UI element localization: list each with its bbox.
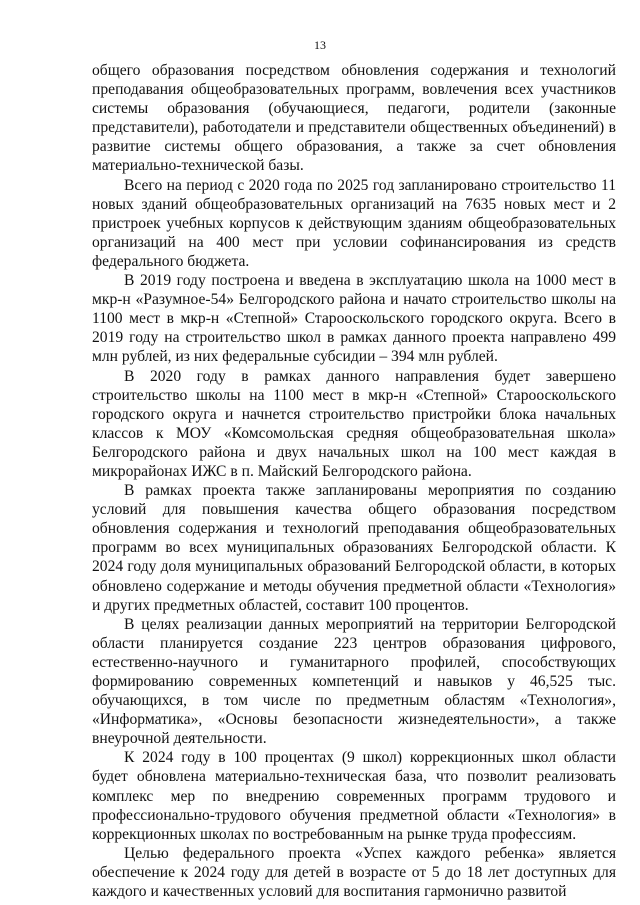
paragraph-child-success-project: Целью федерального проекта «Успех каждого ребенка» является обеспечение к 2024 году для детей в возрасте от 5 до 18 лет доступных для каждого и качественных условий для воспитания гармонично развитой [92,844,616,901]
paragraph-continuation: общего образования посредством обновления содержания и технологий преподавания общеобразовательных программ, вовлечения всех участников системы образования (обучающиеся, педагоги, родители (законные представители), работодатели и представители общественных объединений) в развитие системы общего образования, а также за счет обновления материально-технической базы. [92,62,616,175]
page-number: 13 [314,38,326,52]
paragraph-correctional-schools: К 2024 году в 100 процентах (9 школ) коррекционных школ области будет обновлена материально-техническая база, что позволит реализовать комплекс мер по внедрению современных программ трудового и профессионально-трудового обучения предметной области «Технология» в коррекционных школах по востребованным на рынке труда профессиям. [92,749,616,843]
paragraph-quality-conditions: В рамках проекта также запланированы мероприятия по созданию условий для повышения качества общего образования посредством обновления содержания и технологий преподавания общеобразовательных программ во всех муниципальных образованиях Белгородской области. К 2024 году доля муниципальных образований Белгородской области, в которых обновлено содержание и методы обучения предметной области «Технология» и других предметных областей, составит 100 процентов. [92,482,616,614]
paragraph-2019-schools: В 2019 году построена и введена в эксплуатацию школа на 1000 мест в мкр-н «Разумное-54» Белгородского района и начато строительство школы на 1100 мест в мкр-н «Степной» Старооскольского городского округа. Всего в 2019 году на строительство школ в рамках данного проекта направлено 499 млн рублей, из них федеральные субсидии – 394 млн рублей. [92,272,616,366]
paragraph-2020-schools: В 2020 году в рамках данного направления будет завершено строительство школы на 1100 мест в мкр-н «Степной» Старооскольского городского округа и начнется строительство пристройки блока начальных классов к МОУ «Комсомольская средняя общеобразовательная школа» Белгородского района и двух начальных школ на 100 мест каждая в микрорайонах ИЖС в п. Майский Белгородского района. [92,367,616,480]
paragraph-digital-centers: В целях реализации данных мероприятий на территории Белгородской области планируется создание 223 центров образования цифрового, естественно-научного и гуманитарного профилей, способствующих формированию современных компетенций и навыков у 46,525 тыс. обучающихся, в том числе по предметным областям «Технология», «Информатика», «Основы безопасности жизнедеятельности», а также внеурочной деятельности. [92,615,616,748]
paragraph-construction-plan: Всего на период с 2020 года по 2025 год запланировано строительство 11 новых зданий общеобразовательных организаций на 7635 новых мест и 2 пристроек учебных корпусов к действующим зданиям общеобразовательных организаций на 400 мест при условии софинансирования из средств федерального бюджета. [92,176,616,270]
document-body [92,61,616,901]
